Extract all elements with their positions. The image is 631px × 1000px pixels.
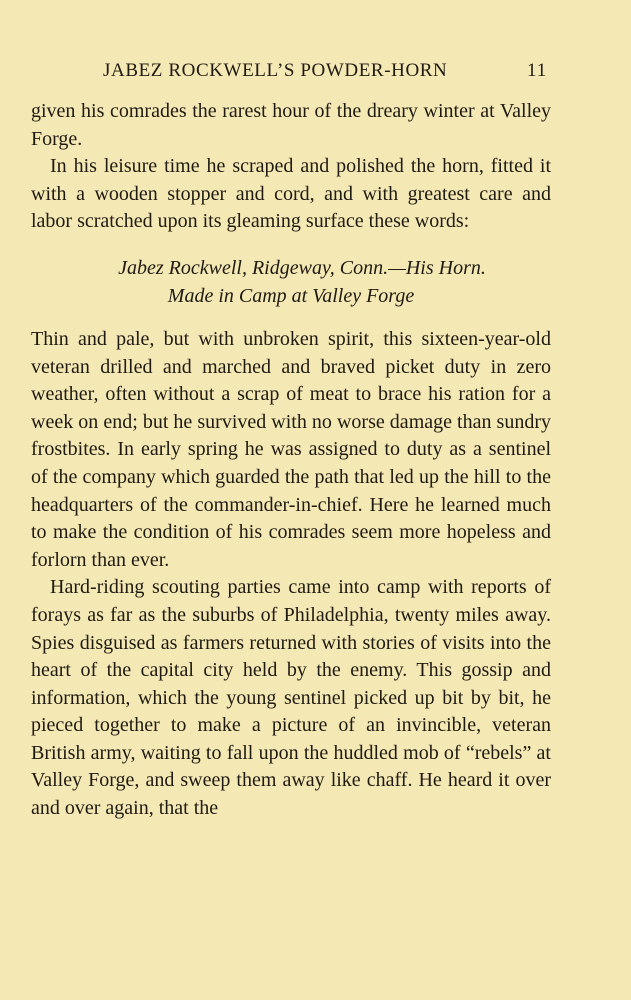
running-head	[0, 60, 631, 84]
paragraph-sentinel: Thin and pale, but with unbroken spirit, this sixteen-year-old veteran drilled and marched and braved picket duty in zero weather, often without a scrap of meat to brace his ration for a week on end; but he survived with no worse damage than sundry frostbites. In early spring he was assigned to duty as a sentinel of the company which guarded the path that led up the hill to the headquarters of the commander-in-chief. Here he learned much to make the condition of his comrades seem more hopeless and forlorn than ever.	[31, 327, 551, 571]
horn-inscription	[31, 254, 551, 310]
paragraph-scouting: Hard-riding scouting parties came into camp with reports of forays as far as the suburbs of Philadelphia, twenty miles away. Spies disguised as farmers returned with stories of visits into the heart of the capital city held by the enemy. This gossip and information, which the young sentinel picked up bit by bit, he pieced together to make a picture of an invincible, veteran British army, waiting to fall upon the huddled mob of “rebels” at Valley Forge, and sweep them away like chaff. He heard it over and over again, that the	[31, 576, 551, 820]
paragraph-horn-carving: In his leisure time he scraped and polished the horn, fitted it with a wooden stopper and cord, and with greatest care and labor scratched upon its gleaming surface these words:	[31, 155, 551, 233]
paragraph-continued: given his comrades the rarest hour of the dreary winter at Valley Forge.	[31, 100, 551, 150]
running-title: JABEZ ROCKWELL’S POWDER-HORN	[103, 60, 448, 81]
inscription-line-1: Jabez Rockwell, Ridgeway, Conn.—His Horn.	[118, 256, 486, 279]
body-text	[31, 98, 551, 823]
inscription-line-2: Made in Camp at Valley Forge	[167, 284, 415, 307]
page-number: 11	[527, 60, 548, 81]
